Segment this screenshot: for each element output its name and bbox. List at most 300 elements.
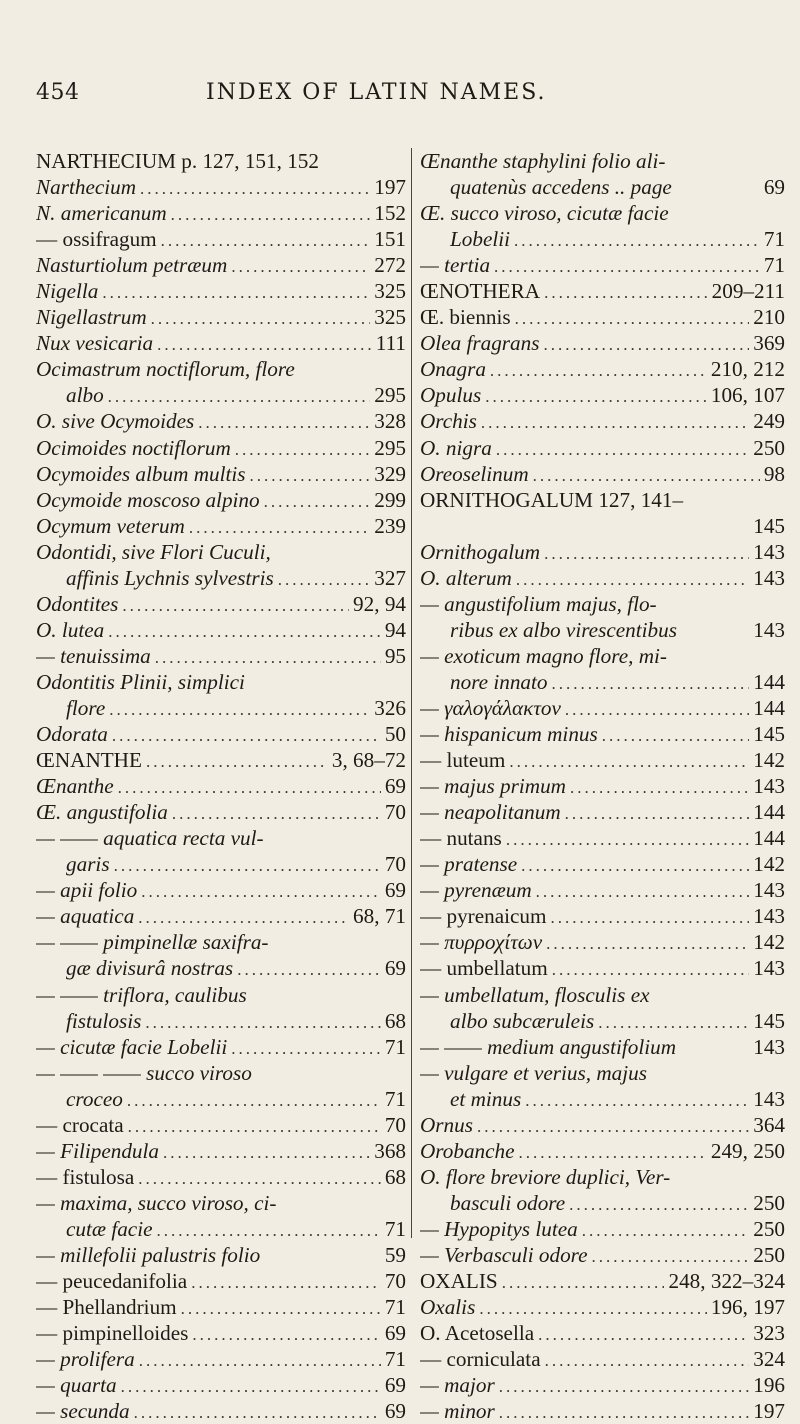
index-entry — [36, 1320, 406, 1346]
index-term: — pyrenæum — [420, 878, 532, 903]
index-entry — [36, 1034, 406, 1060]
leader-dots — [114, 853, 381, 877]
page-reference: 369 — [753, 331, 785, 356]
left-index-column — [36, 148, 406, 1424]
page-reference: 70 — [384, 852, 406, 877]
page-number: 454 — [36, 80, 80, 105]
page-reference: 326 — [374, 695, 406, 720]
index-term: O. sive Ocymoides — [36, 409, 195, 434]
index-entry — [36, 226, 406, 252]
page-reference: 144 — [753, 669, 785, 694]
leader-dots — [108, 619, 381, 643]
leader-dots — [237, 957, 381, 981]
index-entry — [420, 200, 785, 226]
page-reference: 295 — [374, 435, 406, 460]
index-term: OXALIS — [420, 1269, 498, 1294]
leader-dots — [545, 1348, 750, 1372]
index-entry — [36, 1268, 406, 1294]
index-term: — —— aquatica recta vul- — [36, 826, 264, 851]
index-term: — millefolii palustris folio — [36, 1242, 261, 1267]
index-term: O. lutea — [36, 617, 105, 642]
index-term: O. flore breviore duplici, Ver- — [420, 1164, 671, 1189]
index-term: — vulgare et verius, majus — [420, 1060, 647, 1085]
index-term: — fistulosa — [36, 1164, 135, 1189]
page-reference: 143 — [753, 565, 785, 590]
index-entry — [36, 1190, 406, 1216]
index-entry — [420, 1242, 785, 1268]
page-reference: 328 — [374, 409, 406, 434]
page-reference: 250 — [753, 435, 785, 460]
index-term: quatenùs accedens .. page — [450, 175, 672, 200]
index-entry — [420, 252, 785, 278]
page-reference: 142 — [753, 748, 785, 773]
right-index-column — [420, 148, 785, 1424]
index-term: — πυρροχίτων — [420, 930, 543, 955]
index-term: Odorata — [36, 722, 108, 747]
index-term: Nasturtiolum petræum — [36, 253, 228, 278]
index-entry — [36, 721, 406, 747]
index-entry — [36, 565, 406, 591]
leader-dots — [552, 671, 750, 695]
index-term: — —— pimpinellæ saxifra- — [36, 930, 269, 955]
page-reference: 143 — [753, 539, 785, 564]
leader-dots — [536, 879, 750, 903]
index-term: N. americanum — [36, 201, 167, 226]
page-reference: 95 — [384, 643, 406, 668]
leader-dots — [490, 358, 707, 382]
index-term: Œnanthe — [36, 774, 114, 799]
page-reference: 71 — [763, 253, 785, 278]
index-entry — [420, 591, 785, 617]
page-reference: 144 — [753, 800, 785, 825]
page-reference: 145 — [753, 1008, 785, 1033]
leader-dots — [264, 489, 371, 513]
page-reference: 209–211 — [711, 279, 785, 304]
index-entry — [36, 929, 406, 955]
index-term: ŒNANTHE — [36, 748, 142, 773]
index-entry — [420, 1086, 785, 1112]
page-header — [36, 80, 756, 110]
index-entry — [36, 877, 406, 903]
index-entry — [36, 617, 406, 643]
page-reference: 69 — [763, 175, 785, 200]
index-term: garis — [66, 852, 110, 877]
index-term: cutæ facie — [66, 1216, 153, 1241]
page-reference: 71 — [384, 1086, 406, 1111]
page-reference: 249 — [753, 409, 785, 434]
index-entry — [36, 278, 406, 304]
index-term: croceo — [66, 1086, 123, 1111]
leader-dots — [485, 384, 707, 408]
index-term: — —— medium angustifolium — [420, 1034, 677, 1059]
index-term: Ornithogalum — [420, 539, 541, 564]
leader-dots — [138, 905, 349, 929]
index-entry — [36, 1164, 406, 1190]
index-term: Œ. angustifolia — [36, 800, 168, 825]
leader-dots — [192, 1322, 380, 1346]
index-term: NARTHECIUM p. 127, 151, 152 — [36, 149, 319, 173]
index-entry — [420, 435, 785, 461]
index-term: — majus primum — [420, 774, 566, 799]
index-term: ŒNOTHERA — [420, 279, 541, 304]
page-reference: 143 — [753, 774, 785, 799]
leader-dots — [546, 931, 749, 955]
index-entry — [420, 356, 785, 382]
leader-dots — [250, 463, 371, 487]
leader-dots — [163, 1140, 370, 1164]
index-term: — γαλογάλακτον — [420, 695, 561, 720]
page-reference: 71 — [384, 1216, 406, 1241]
index-term: Orobanche — [420, 1138, 515, 1163]
index-term: — exoticum magno flore, mi- — [420, 643, 667, 668]
index-term: — apii folio — [36, 878, 138, 903]
page-reference: 69 — [384, 1399, 406, 1424]
leader-dots — [525, 1088, 749, 1112]
leader-dots — [172, 801, 381, 825]
page-reference: 69 — [384, 956, 406, 981]
index-term: affinis Lychnis sylvestris — [66, 565, 274, 590]
page-reference: 70 — [384, 800, 406, 825]
leader-dots — [514, 228, 760, 252]
index-entry — [36, 851, 406, 877]
index-term: Lobelii — [450, 227, 511, 252]
index-entry — [36, 200, 406, 226]
leader-dots — [134, 1400, 381, 1424]
page-reference: 111 — [375, 331, 406, 356]
index-entry — [36, 1112, 406, 1138]
leader-dots — [499, 1374, 749, 1398]
page-reference: 94 — [384, 617, 406, 642]
index-entry — [420, 513, 785, 539]
leader-dots — [121, 1374, 381, 1398]
leader-dots — [141, 879, 381, 903]
index-term: Nigellastrum — [36, 305, 147, 330]
leader-dots — [102, 280, 370, 304]
index-term: O. alterum — [420, 565, 512, 590]
index-term: albo subcæruleis — [450, 1008, 595, 1033]
leader-dots — [521, 853, 749, 877]
index-term: ORNITHOGALUM 127, 141– — [420, 487, 684, 512]
index-entry — [36, 1242, 406, 1268]
page-reference: 50 — [384, 722, 406, 747]
leader-dots — [477, 1114, 749, 1138]
index-term: — major — [420, 1373, 495, 1398]
index-entry — [420, 825, 785, 851]
index-entry — [420, 1294, 785, 1320]
index-term: Oreoselinum — [420, 461, 529, 486]
index-entry — [36, 1216, 406, 1242]
index-entry — [420, 695, 785, 721]
index-term: et minus — [450, 1086, 522, 1111]
index-entry — [420, 408, 785, 434]
index-term: Nigella — [36, 279, 99, 304]
page-reference: 70 — [384, 1269, 406, 1294]
leader-dots — [155, 645, 381, 669]
page-reference: 68 — [384, 1164, 406, 1189]
index-entry — [36, 148, 406, 174]
index-term: — secunda — [36, 1399, 130, 1424]
page-reference: 68, 71 — [353, 904, 406, 929]
leader-dots — [108, 384, 371, 408]
index-entry — [420, 565, 785, 591]
page-reference: 69 — [384, 1321, 406, 1346]
leader-dots — [602, 723, 749, 747]
index-term: — angustifolium majus, flo- — [420, 591, 657, 616]
leader-dots — [551, 905, 750, 929]
index-term: Ocimastrum noctiflorum, flore — [36, 357, 295, 382]
index-term: — —— triflora, caulibus — [36, 982, 247, 1007]
index-term: Ornus — [420, 1112, 473, 1137]
leader-dots — [499, 1400, 749, 1424]
index-entry — [420, 174, 785, 200]
index-entry — [36, 982, 406, 1008]
page-reference: 324 — [753, 1347, 785, 1372]
leader-dots — [118, 775, 381, 799]
index-entry — [420, 982, 785, 1008]
page-reference: 249, 250 — [710, 1138, 785, 1163]
index-term: nore innato — [450, 669, 548, 694]
index-entry — [36, 825, 406, 851]
index-entry — [420, 487, 785, 513]
index-entry — [420, 929, 785, 955]
index-term: — cicutæ facie Lobelii — [36, 1034, 228, 1059]
leader-dots — [552, 957, 750, 981]
leader-dots — [570, 775, 749, 799]
leader-dots — [235, 437, 370, 461]
leader-dots — [506, 827, 749, 851]
index-entry — [420, 1060, 785, 1086]
page-reference: 145 — [753, 722, 785, 747]
index-entry — [36, 903, 406, 929]
leader-dots — [231, 1036, 381, 1060]
page-reference: 197 — [753, 1399, 785, 1424]
index-entry — [420, 955, 785, 981]
index-entry — [36, 643, 406, 669]
index-entry — [420, 1138, 785, 1164]
index-entry — [420, 539, 785, 565]
running-head: INDEX OF LATIN NAMES. — [206, 80, 547, 105]
index-entry — [420, 278, 785, 304]
index-entry — [420, 721, 785, 747]
leader-dots — [138, 1166, 381, 1190]
index-entry — [36, 435, 406, 461]
leader-dots — [145, 1010, 380, 1034]
index-entry — [36, 461, 406, 487]
page-reference: 250 — [753, 1242, 785, 1267]
index-entry — [420, 1398, 785, 1424]
page-reference: 143 — [753, 1086, 785, 1111]
index-term: Ocymoide moscoso alpino — [36, 487, 260, 512]
page-reference: 323 — [753, 1321, 785, 1346]
page-reference: 59 — [384, 1242, 406, 1267]
index-entry — [36, 304, 406, 330]
index-entry — [420, 1320, 785, 1346]
index-term: — pyrenaicum — [420, 904, 547, 929]
page-reference: 152 — [374, 201, 406, 226]
index-entry — [36, 1372, 406, 1398]
leader-dots — [146, 749, 328, 773]
index-term: — prolifera — [36, 1347, 135, 1372]
page-reference: 3, 68–72 — [331, 748, 406, 773]
index-entry — [36, 1398, 406, 1424]
index-term: Ocymoides album multis — [36, 461, 246, 486]
index-term: — aquatica — [36, 904, 135, 929]
page-reference: 71 — [384, 1295, 406, 1320]
index-term: basculi odore — [450, 1190, 566, 1215]
page-reference: 325 — [374, 279, 406, 304]
index-entry — [420, 1034, 785, 1060]
page-reference: 68 — [384, 1008, 406, 1033]
index-entry — [420, 1268, 785, 1294]
index-term: — umbellatum — [420, 956, 548, 981]
index-entry — [420, 382, 785, 408]
index-entry — [420, 1216, 785, 1242]
index-term: Œ. succo viroso, cicutæ facie — [420, 201, 669, 226]
index-entry — [36, 408, 406, 434]
leader-dots — [582, 1218, 750, 1242]
page-reference: 144 — [753, 695, 785, 720]
index-term: Odontitis Plinii, simplici — [36, 669, 245, 694]
index-entry — [420, 1372, 785, 1398]
index-term: — pratense — [420, 852, 518, 877]
page-reference: 145 — [753, 513, 785, 538]
index-entry — [420, 1164, 785, 1190]
page-reference: 143 — [753, 1034, 785, 1059]
page-reference: 143 — [753, 878, 785, 903]
index-entry — [420, 903, 785, 929]
leader-dots — [112, 723, 381, 747]
leader-dots — [598, 1010, 749, 1034]
index-entry — [36, 1060, 406, 1086]
index-term: — crocata — [36, 1112, 124, 1137]
index-entry — [36, 955, 406, 981]
index-term: — nutans — [420, 826, 502, 851]
index-term: — maxima, succo viroso, ci- — [36, 1190, 277, 1215]
index-entry — [420, 304, 785, 330]
index-entry — [36, 591, 406, 617]
index-entry — [420, 851, 785, 877]
index-entry — [36, 1294, 406, 1320]
page-reference: 250 — [753, 1190, 785, 1215]
leader-dots — [538, 1322, 749, 1346]
index-entry — [420, 226, 785, 252]
index-term: albo — [66, 383, 104, 408]
page-reference: 272 — [374, 253, 406, 278]
index-entry — [36, 669, 406, 695]
leader-dots — [509, 749, 749, 773]
index-entry — [36, 1346, 406, 1372]
page-reference: 142 — [753, 852, 785, 877]
index-entry — [36, 773, 406, 799]
leader-dots — [157, 1218, 381, 1242]
column-divider — [411, 148, 412, 1238]
index-term: — ossifragum — [36, 227, 157, 252]
page-reference: 250 — [753, 1216, 785, 1241]
leader-dots — [565, 801, 750, 825]
index-entry — [420, 330, 785, 356]
index-term: — umbellatum, flosculis ex — [420, 982, 650, 1007]
page-reference: 327 — [374, 565, 406, 590]
index-entry — [36, 513, 406, 539]
index-term: — hispanicum minus — [420, 722, 598, 747]
page-reference: 92, 94 — [353, 591, 406, 616]
index-term: — minor — [420, 1399, 495, 1424]
page-reference: 71 — [384, 1034, 406, 1059]
index-term: — tenuissima — [36, 643, 151, 668]
leader-dots — [109, 697, 370, 721]
leader-dots — [181, 1296, 381, 1320]
leader-dots — [191, 1270, 381, 1294]
leader-dots — [189, 515, 370, 539]
page-reference: 248, 322–324 — [668, 1269, 785, 1294]
index-term: Nux vesicaria — [36, 331, 154, 356]
index-term: Narthecium — [36, 175, 137, 200]
index-entry — [420, 643, 785, 669]
index-term: — pimpinelloides — [36, 1321, 189, 1346]
page-reference: 325 — [374, 305, 406, 330]
index-term: gæ divisurâ nostras — [66, 956, 234, 981]
leader-dots — [502, 1270, 665, 1294]
index-entry — [420, 617, 785, 643]
page-reference: 142 — [753, 930, 785, 955]
index-entry — [36, 747, 406, 773]
leader-dots — [278, 567, 371, 591]
index-term: O. nigra — [420, 435, 492, 460]
index-term: flore — [66, 695, 106, 720]
page-reference: 197 — [374, 175, 406, 200]
index-term: — luteum — [420, 748, 506, 773]
index-entry — [36, 174, 406, 200]
leader-dots — [544, 541, 749, 565]
index-entry — [420, 1112, 785, 1138]
index-entry — [420, 1346, 785, 1372]
index-entry — [420, 799, 785, 825]
index-term: Œnanthe staphylini folio ali- — [420, 149, 666, 173]
index-entry — [36, 252, 406, 278]
index-entry — [420, 148, 785, 174]
leader-dots — [171, 202, 371, 226]
page-reference: 295 — [374, 383, 406, 408]
page-reference: 299 — [374, 487, 406, 512]
index-entry — [420, 877, 785, 903]
leader-dots — [519, 1140, 707, 1164]
index-term: — Phellandrium — [36, 1295, 177, 1320]
index-entry — [420, 669, 785, 695]
page-reference: 98 — [763, 461, 785, 486]
leader-dots — [151, 306, 371, 330]
index-term: Olea fragrans — [420, 331, 540, 356]
leader-dots — [128, 1114, 381, 1138]
page-reference: 143 — [753, 904, 785, 929]
leader-dots — [569, 1192, 749, 1216]
index-term: Odontites — [36, 591, 119, 616]
leader-dots — [533, 463, 760, 487]
leader-dots — [231, 254, 370, 278]
leader-dots — [565, 697, 749, 721]
index-term: — Verbasculi odore — [420, 1242, 588, 1267]
page-reference: 210 — [753, 305, 785, 330]
leader-dots — [157, 332, 372, 356]
leader-dots — [544, 280, 708, 304]
page-reference: 239 — [374, 513, 406, 538]
index-term: Onagra — [420, 357, 486, 382]
leader-dots — [496, 437, 749, 461]
leader-dots — [139, 1348, 381, 1372]
page-reference: 143 — [753, 956, 785, 981]
index-term: Œ. biennis — [420, 305, 511, 330]
index-term: ribus ex albo virescentibus — [450, 617, 677, 642]
page-reference: 71 — [763, 227, 785, 252]
